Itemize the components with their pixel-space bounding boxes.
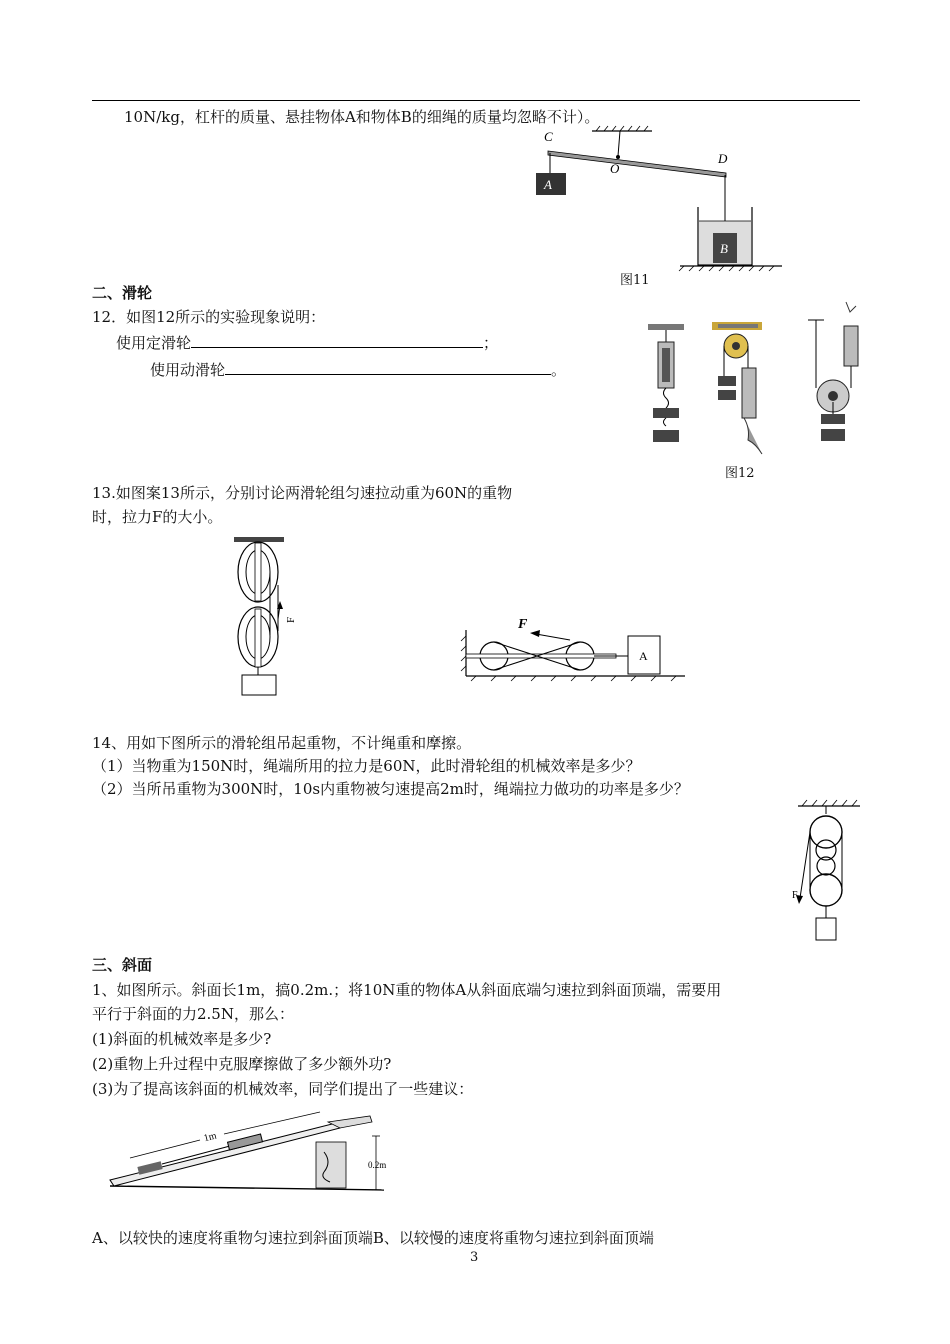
q12-blank-1[interactable] [191,333,483,348]
s3-q1-sub3: (3)为了提高该斜面的机械效率，同学们提出了一些建议： [92,1080,474,1098]
q12-line1 [116,332,498,353]
header-rule [92,100,860,101]
label-f-left: F [285,616,297,623]
label-c: C [544,129,553,144]
label-a: A [544,177,552,192]
figure-13-right-pulley [460,610,690,690]
q12-blank-2[interactable] [225,360,551,375]
q14-sub1: （1）当物重为150N时，绳端所用的拉力是60N，此时滑轮组的机械效率是多少？ [92,757,641,775]
s3-q1-line1: 1、如图所示。斜面长1m，搞0.2m.；将10N重的物体A从斜面底端匀速拉到斜面顶端，需要用 [92,981,722,999]
q14-sub2: （2）当所吊重物为300N时，10s内重物被匀速提高2m时，绳端拉力做功的功率是多少？ [92,780,689,798]
q12-end2: 。 [551,361,567,379]
s3-q1-sub1: (1)斜面的机械效率是多少? [92,1030,272,1048]
s3-q1-line2: 平行于斜面的力2.5N，那么： [92,1005,294,1023]
q12-intro: 12．如图12所示的实验现象说明： [92,308,326,326]
q13-line1: 13.如图案13所示，分别讨论两滑轮组匀速拉动重为60N的重物 [92,484,513,502]
section-3-title: 三、斜面 [92,956,153,974]
label-d: D [718,151,728,166]
figure-11-caption: 图11 [620,273,650,288]
page-number: 3 [470,1250,479,1265]
label-o: O [610,161,620,176]
s3-q1-sub2: (2)重物上升过程中克服摩擦做了多少额外功? [92,1055,392,1073]
q12-movable-label: 使用动滑轮 [150,361,226,379]
q12-fixed-label: 使用定滑轮 [116,334,192,352]
label-b: B [720,241,728,256]
label-f-right: F [518,617,528,632]
q14-intro: 14、用如下图所示的滑轮组吊起重物，不计绳重和摩擦。 [92,734,472,752]
figure-12-caption: 图12 [725,466,755,481]
top-text: 10N/kg，杠杆的质量、悬挂物体A和物体B的细绳的质量均忽略不计）。 [124,108,600,126]
label-a-block: A [639,649,648,663]
figure-11-lever [530,125,790,285]
figure-12-pulleys [640,292,870,457]
incline-height-label: 0.2m [368,1160,387,1170]
s3-q1-options: A、以较快的速度将重物匀速拉到斜面顶端B、以较慢的速度将重物匀速拉到斜面顶端 [92,1229,654,1247]
figure-14-pulley [780,796,870,946]
q12-line2 [150,359,566,380]
figure-13-left-pulley [230,535,310,705]
label-f-q14: F [792,890,798,901]
section-2-title: 二、滑轮 [92,284,153,302]
q12-end1: ； [483,334,499,352]
incline-length-label: 1m [202,1130,218,1145]
figure-incline [100,1108,400,1194]
q13-line2: 时，拉力F的大小。 [92,508,223,526]
